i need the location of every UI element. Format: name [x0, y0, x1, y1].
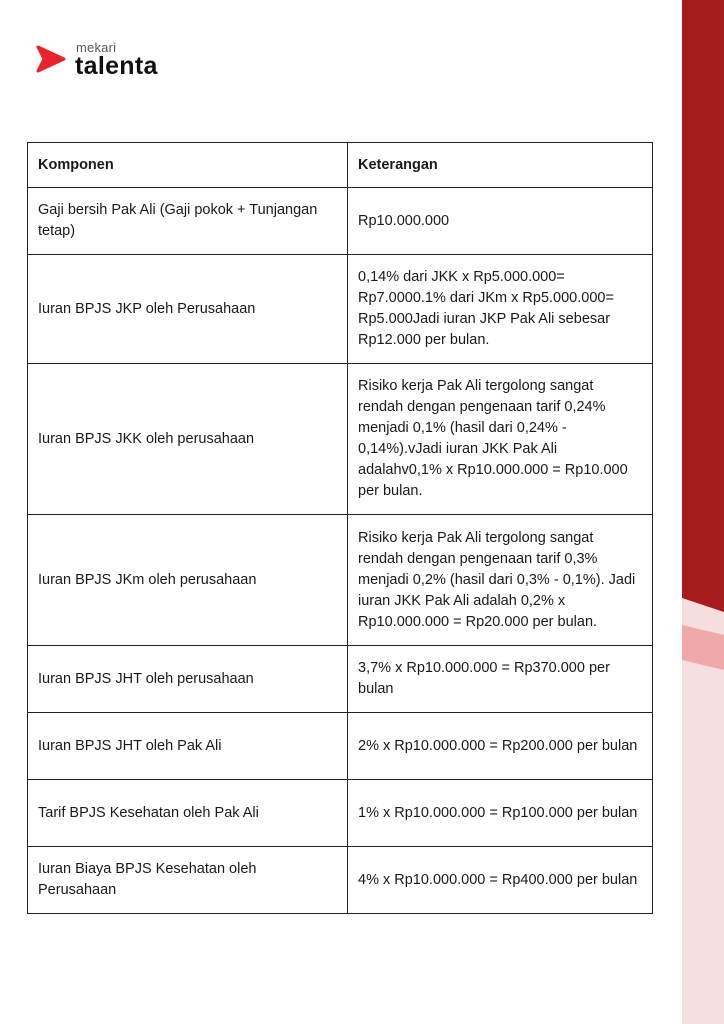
cell-komponen: Gaji bersih Pak Ali (Gaji pokok + Tunjangan tetap) — [28, 188, 348, 255]
mekari-talenta-logo — [35, 40, 195, 80]
band-dark-segment — [682, 0, 724, 612]
column-header-komponen: Komponen — [28, 143, 348, 188]
table-row — [28, 780, 653, 847]
table-row — [28, 255, 653, 364]
column-header-keterangan: Keterangan — [348, 143, 653, 188]
bpjs-calculation-table-wrapper — [27, 142, 652, 914]
decorative-side-band — [682, 0, 724, 1024]
table-row — [28, 646, 653, 713]
band-light-segment — [682, 625, 724, 1024]
cell-keterangan: 2% x Rp10.000.000 = Rp200.000 per bulan — [348, 713, 653, 780]
cell-komponen: Iuran BPJS JKP oleh Perusahaan — [28, 255, 348, 364]
table-header-row — [28, 143, 653, 188]
cell-keterangan: Risiko kerja Pak Ali tergolong sangat rendah dengan pengenaan tarif 0,3% menjadi 0,2% (hasil dari 0,3% - 0,1%). Jadi iuran JKK Pak Ali adalah 0,2% x Rp10.000.000 = Rp20.000 per bulan. — [348, 515, 653, 646]
table-row — [28, 364, 653, 515]
logo-arrow-icon — [35, 43, 67, 75]
cell-komponen: Iuran BPJS JHT oleh Pak Ali — [28, 713, 348, 780]
table-row — [28, 515, 653, 646]
table-row — [28, 847, 653, 914]
cell-keterangan: 3,7% x Rp10.000.000 = Rp370.000 per bulan — [348, 646, 653, 713]
cell-keterangan: 0,14% dari JKK x Rp5.000.000= Rp7.0000.1% dari JKm x Rp5.000.000= Rp5.000Jadi iuran JKP Pak Ali sebesar Rp12.000 per bulan. — [348, 255, 653, 364]
cell-keterangan: Risiko kerja Pak Ali tergolong sangat rendah dengan pengenaan tarif 0,24% menjadi 0,1% (hasil dari 0,24% - 0,14%).vJadi iuran JKK Pak Ali adalahv0,1% x Rp10.000.000 = Rp10.000 per bulan. — [348, 364, 653, 515]
cell-komponen: Iuran Biaya BPJS Kesehatan oleh Perusahaan — [28, 847, 348, 914]
cell-komponen: Iuran BPJS JKm oleh perusahaan — [28, 515, 348, 646]
logo-company-name: mekari — [76, 40, 117, 55]
logo-product-name: talenta — [75, 52, 158, 80]
cell-komponen: Tarif BPJS Kesehatan oleh Pak Ali — [28, 780, 348, 847]
table-row — [28, 713, 653, 780]
cell-keterangan: Rp10.000.000 — [348, 188, 653, 255]
cell-komponen: Iuran BPJS JKK oleh perusahaan — [28, 364, 348, 515]
cell-keterangan: 1% x Rp10.000.000 = Rp100.000 per bulan — [348, 780, 653, 847]
cell-komponen: Iuran BPJS JHT oleh perusahaan — [28, 646, 348, 713]
table-row — [28, 188, 653, 255]
cell-keterangan: 4% x Rp10.000.000 = Rp400.000 per bulan — [348, 847, 653, 914]
bpjs-calculation-table — [27, 142, 653, 914]
